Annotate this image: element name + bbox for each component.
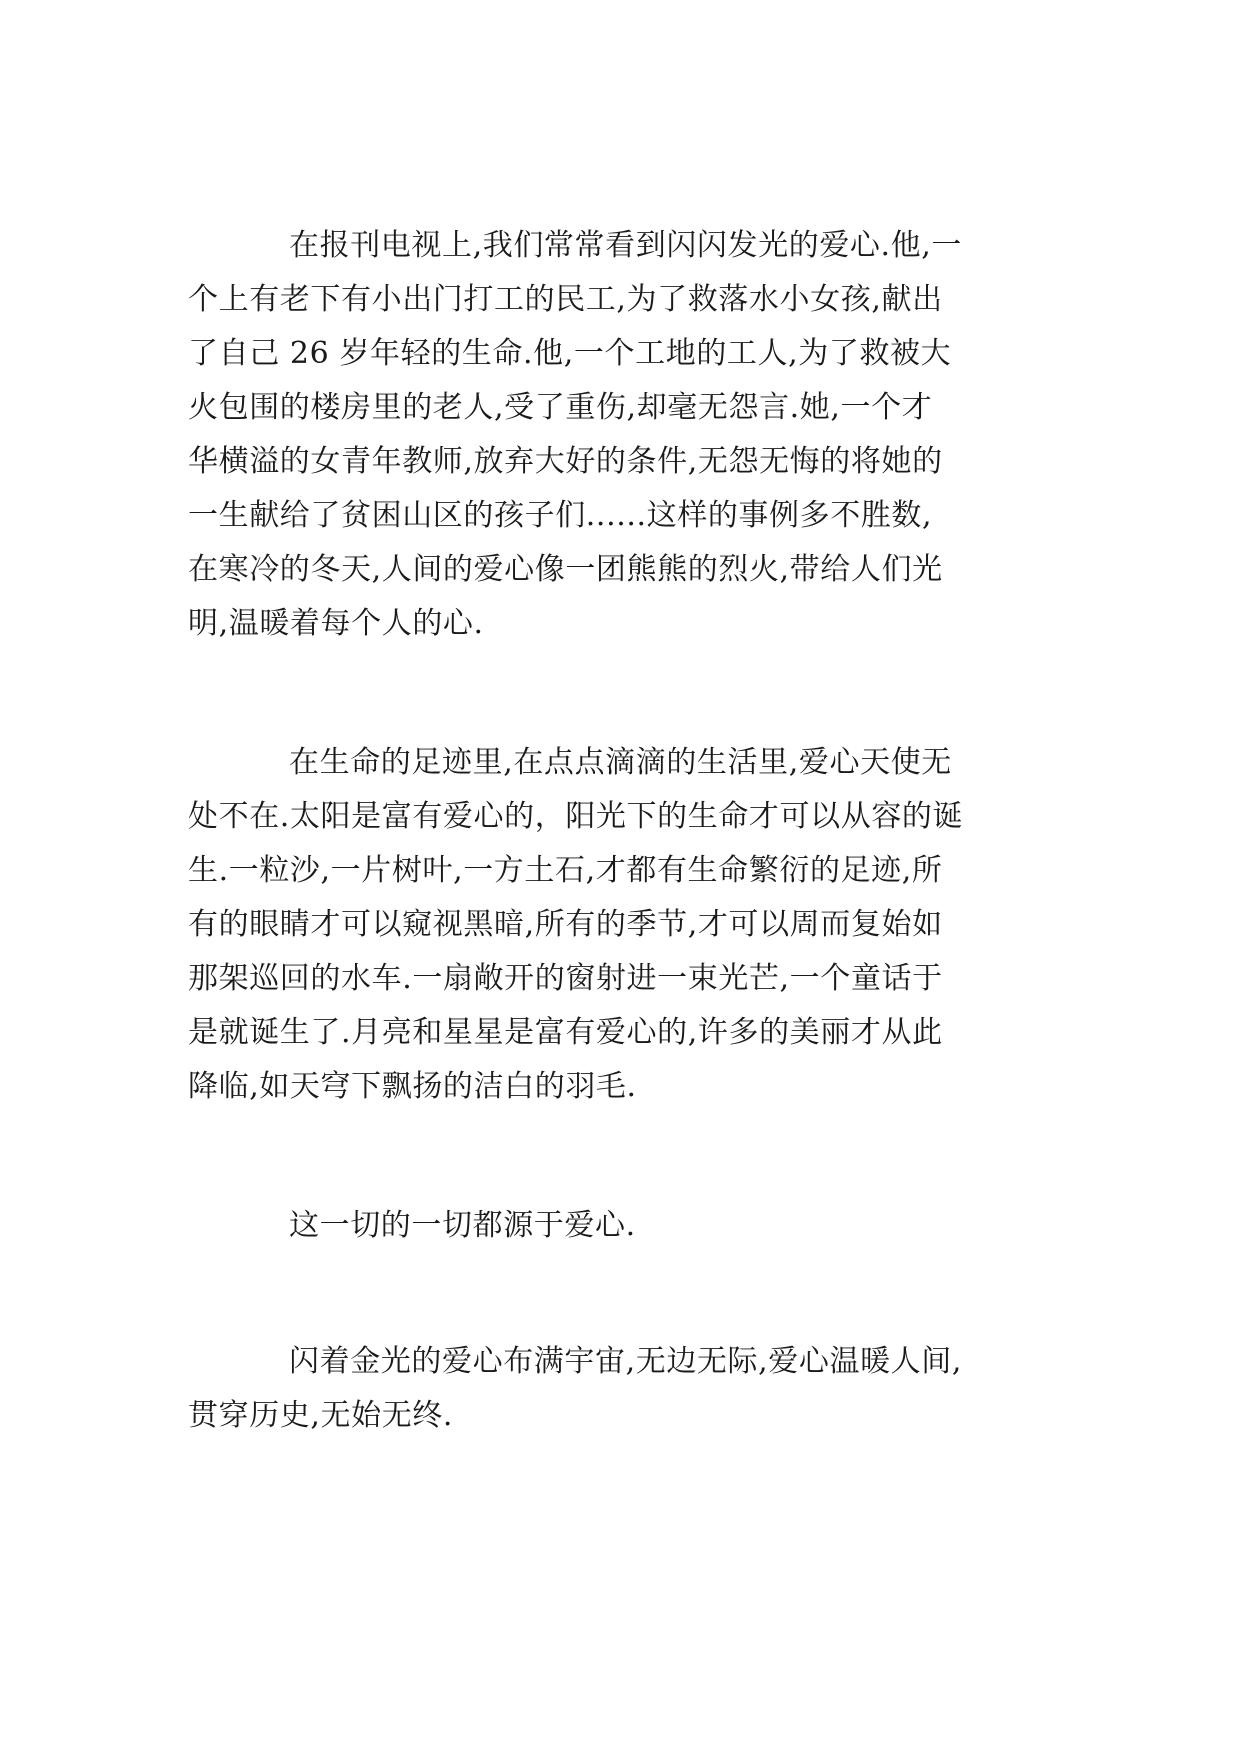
text-line: 处不在.太阳是富有爱心的，阳光下的生命才可以从容的诞 — [188, 799, 964, 834]
text-line: 闪着金光的爱心布满宇宙,无边无际,爱心温暖人间, — [289, 1344, 963, 1379]
text-line: 有的眼睛才可以窥视黑暗,所有的季节,才可以周而复始如 — [188, 907, 943, 942]
text-line: 那架巡回的水车.一扇敞开的窗射进一束光芒,一个童话于 — [188, 961, 943, 996]
text-line: 这一切的一切都源于爱心. — [289, 1208, 636, 1243]
text-line: 生.一粒沙,一片树叶,一方土石,才都有生命繁衍的足迹,所 — [188, 853, 943, 888]
text-line: 明,温暖着每个人的心. — [188, 606, 484, 641]
text-line: 了自己 26 岁年轻的生命.他,一个工地的工人,为了救被大 — [188, 336, 952, 371]
paragraph-4 — [188, 1335, 1050, 1443]
paragraph-spacer — [188, 1114, 1050, 1199]
paragraph-1 — [188, 219, 1050, 651]
text-line: 是就诞生了.月亮和星星是富有爱心的,许多的美丽才从此 — [188, 1015, 943, 1050]
paragraph-2 — [188, 736, 1050, 1114]
body-text — [188, 219, 1050, 1443]
text-line: 一生献给了贫困山区的孩子们......这样的事例多不胜数, — [188, 498, 933, 533]
text-line: 降临,如天穹下飘扬的洁白的羽毛. — [188, 1069, 637, 1104]
text-line: 贯穿历史,无始无终. — [188, 1398, 454, 1433]
paragraph-spacer — [188, 651, 1050, 736]
text-line: 在报刊电视上,我们常常看到闪闪发光的爱心.他,一 — [289, 228, 963, 263]
text-line: 在寒冷的冬天,人间的爱心像一团熊熊的烈火,带给人们光 — [188, 552, 943, 587]
text-line: 个上有老下有小出门打工的民工,为了救落水小女孩,献出 — [188, 282, 943, 317]
paragraph-3 — [188, 1199, 1050, 1253]
paragraph-spacer — [188, 1253, 1050, 1335]
text-line: 火包围的楼房里的老人,受了重伤,却毫无怨言.她,一个才 — [188, 390, 933, 425]
text-line: 在生命的足迹里,在点点滴滴的生活里,爱心天使无 — [289, 745, 952, 780]
text-line: 华横溢的女青年教师,放弃大好的条件,无怨无悔的将她的 — [188, 444, 943, 479]
